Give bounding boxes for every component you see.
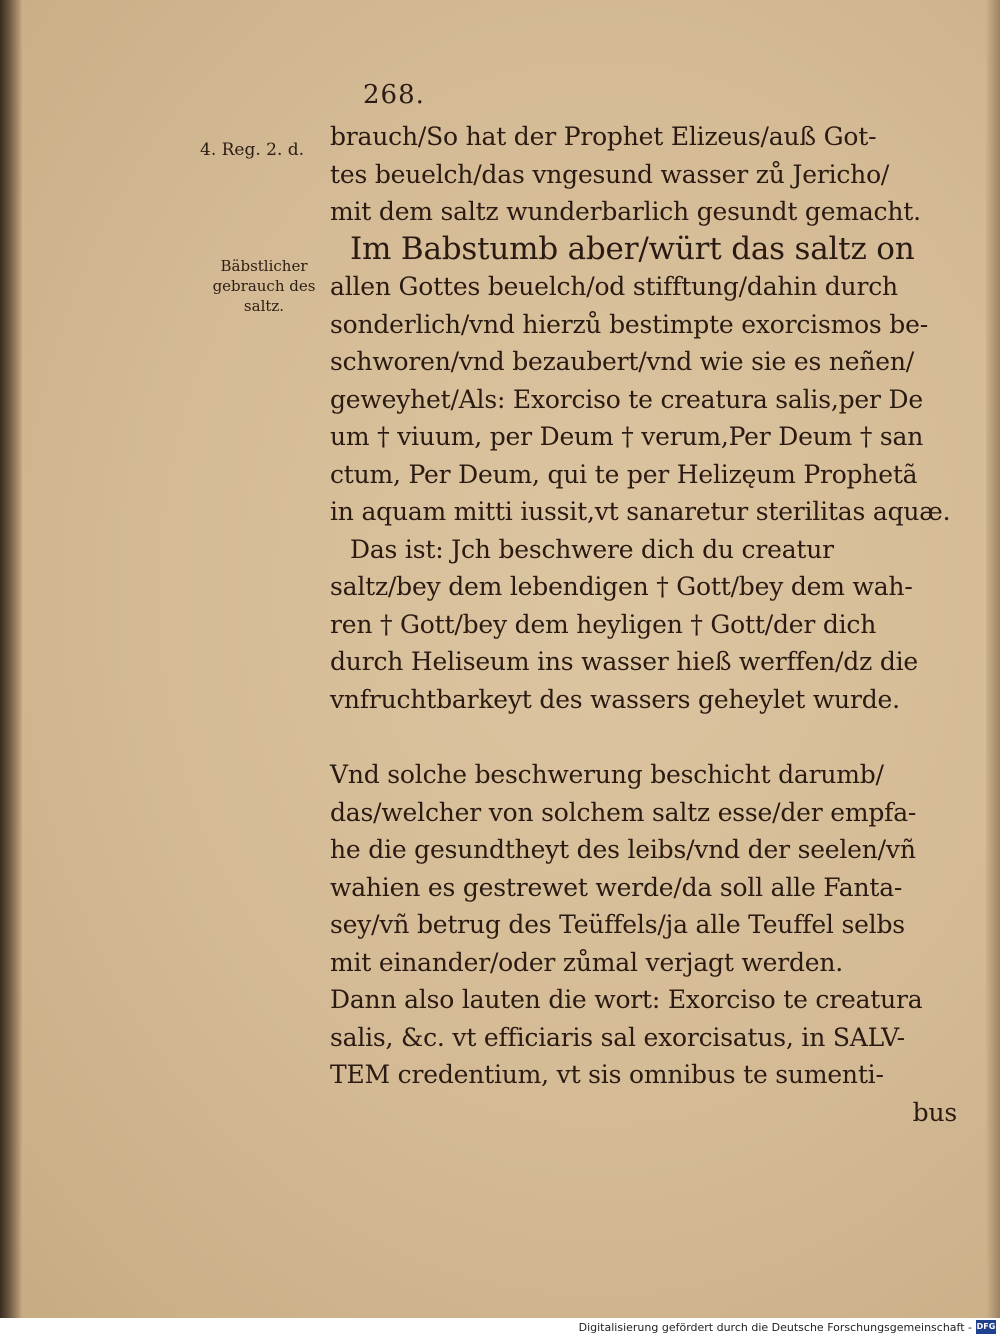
body-text	[330, 118, 965, 1131]
margin-note-gloss: Bäbstlicher gebrauch des saltz.	[212, 257, 316, 315]
text-line: TEM credentium, vt sis omnibus te sumenti-	[330, 1060, 884, 1089]
page-edge	[986, 0, 1000, 1318]
text-line: vnfruchtbarkeyt des wassers geheylet wurde.	[330, 684, 900, 714]
text-line: mit dem saltz wunderbarlich gesundt gemacht.	[330, 197, 921, 226]
dfg-logo: DFG	[976, 1320, 996, 1334]
text-line: allen Gottes beuelch/od stifftung/dahin durch	[330, 272, 898, 301]
text-line: das/welcher von solchem saltz esse/der empfa-	[330, 797, 917, 827]
digitization-footer	[0, 1318, 1000, 1338]
text-line: sey/vñ betrug des Teüffels/ja alle Teuffel selbs	[330, 910, 905, 939]
funding-notice: Digitalisierung gefördert durch die Deutsche Forschungsgemeinschaft -	[578, 1321, 972, 1334]
text-line: ren † Gott/bey dem heyligen † Gott/der dich	[330, 609, 877, 639]
margin-note-reference: 4. Reg. 2. d.	[200, 140, 305, 160]
text-line: Das ist: Jch beschwere dich du creatur	[350, 534, 834, 564]
text-line: in aquam mitti iussit,vt sanaretur sterilitas aquæ.	[330, 497, 951, 526]
text-line: um † viuum, per Deum † verum,Per Deum † san	[330, 422, 924, 451]
paragraph-start-line: Im Babstumb aber/würt das saltz on	[350, 230, 915, 267]
text-line: geweyhet/Als: Exorciso te creatura salis,per De	[330, 384, 923, 414]
page-number: 268.	[363, 80, 425, 110]
text-line: durch Heliseum ins wasser hieß werffen/dz die	[330, 647, 919, 676]
text-line: Vnd solche beschwerung beschicht darumb/	[330, 760, 884, 789]
text-line: wahien es gestrewet werde/da soll alle Fanta-	[330, 872, 903, 902]
book-gutter	[0, 0, 22, 1318]
text-line: salis, &c. vt efficiaris sal exorcisatus, in SALV-	[330, 1022, 905, 1052]
text-line: schworen/vnd bezaubert/vnd wie sie es neñen/	[330, 347, 914, 376]
text-line: he die gesundtheyt des leibs/vnd der seelen/vñ	[330, 835, 916, 864]
text-line: tes beuelch/das vngesund wasser zů Jericho/	[330, 159, 890, 189]
catchword: bus	[912, 1097, 957, 1127]
text-line: Dann also lauten die wort: Exorciso te creatura	[330, 985, 923, 1014]
text-line: brauch/So hat der Prophet Elizeus/auß Got-	[330, 122, 877, 151]
text-line: ctum, Per Deum, qui te per Helizęum Prophetã	[330, 459, 918, 489]
text-line: sonderlich/vnd hierzů bestimpte exorcismos be-	[330, 309, 928, 339]
text-line: saltz/bey dem lebendigen † Gott/bey dem wah-	[330, 572, 913, 601]
text-line: mit einander/oder zůmal verjagt werden.	[330, 947, 844, 977]
